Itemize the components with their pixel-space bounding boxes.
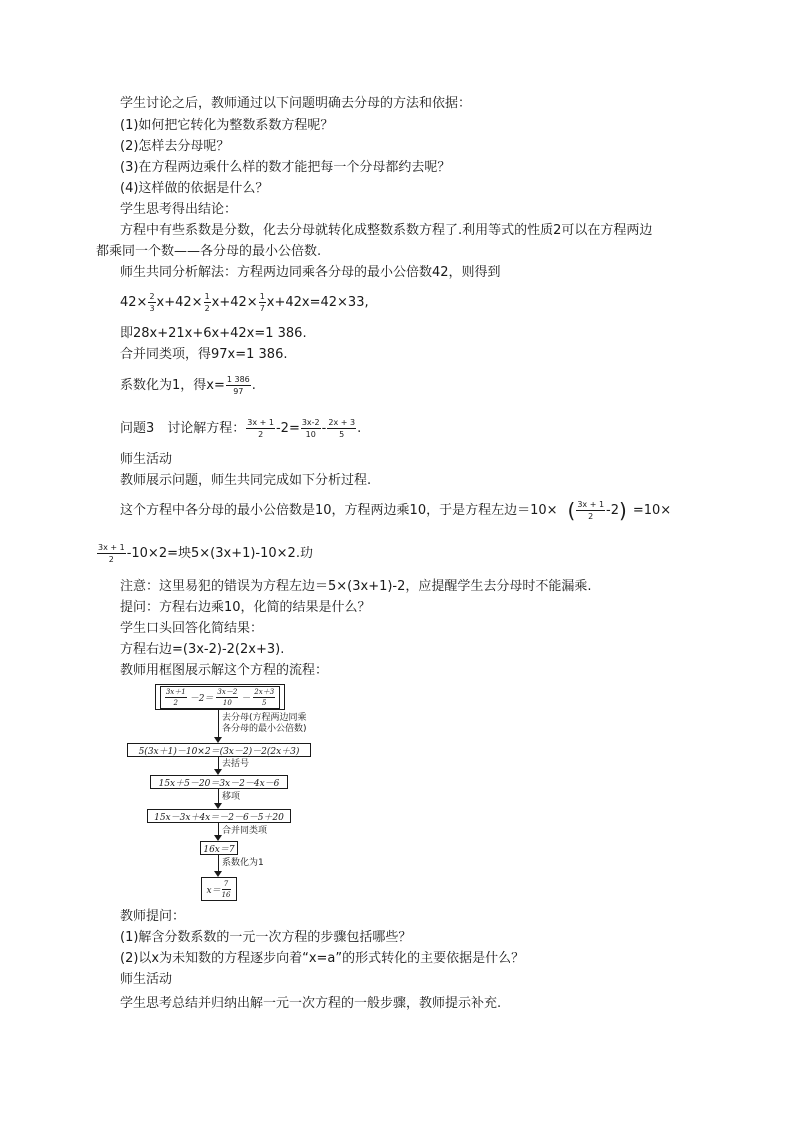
fraction: $\frac{3x + 1}{2}$ [98, 543, 125, 564]
equation-multiply-42: 42× $\frac{2}{3}$ x+42× $\frac{1}{2}$ x+42× $\frac{1}{7}$ x+42x=42×33, [120, 292, 369, 313]
note-text: 注意：这里易犯的错误为方程左边＝5×(3x+1)-2，应提醒学生去分母时不能漏乘. [120, 579, 592, 594]
fraction: $\frac{1}{7}$ [259, 292, 265, 313]
fraction: $\frac{2}{3}$ [149, 292, 155, 313]
flow-box-equation: $\frac{3x+1}{2}$ －2＝ $\frac{3x-2}{10}$ － $\frac{2x+3}{5}$ [155, 684, 285, 710]
question-4: (4)这样做的依据是什么？ [120, 181, 269, 196]
flow-box-expanded: 5(3x＋1)－10×2＝(3x－2)－2(2x＋3) [127, 743, 311, 757]
fraction: $\frac{3x-2}{10}$ [301, 418, 320, 439]
flow-box-no-brackets: 15x＋5－20＝3x－2－4x－6 [150, 775, 288, 789]
fraction: $\frac{3x + 1}{2}$ [577, 500, 605, 521]
question-2: (2)怎样去分母呢？ [120, 139, 230, 154]
analysis-text: 师生共同分析解法：方程两边同乘各分母的最小公倍数42，则得到 [120, 265, 501, 280]
fraction: $\frac{3x + 1}{2}$ [247, 418, 274, 439]
lcm-explanation-continued: $\frac{3x + 1}{2}$ -10×2=坱5×(3x+1)-10×2.玏 [98, 543, 313, 564]
flow-box-solution: x＝ $\frac{7}{16}$ [201, 877, 237, 901]
fraction: $\frac{1}{2}$ [204, 292, 210, 313]
teacher-question-heading: 教师提问： [120, 909, 186, 924]
fraction: $\frac{2x + 3}{5}$ [328, 418, 356, 439]
problem-3: 问题3 讨论解方程： $\frac{3x + 1}{2}$ -2= $\frac{3x-2}{10}$ - $\frac{2x + 3}{5}$ . [120, 418, 362, 439]
activity-heading: 师生活动 [120, 452, 173, 467]
closing-question-2: (2)以x为未知数的方程逐步向着“x=a”的形式转化的主要依据是什么？ [120, 951, 525, 966]
equation-expanded: 即28x+21x+6x+42x=1 386. [120, 326, 307, 341]
fraction: $\frac{1 386}{97}$ [226, 375, 250, 396]
flow-step-transpose: 移项 [222, 792, 241, 802]
flow-box-combined: 16x＝7 [200, 841, 238, 855]
conclusion-line-1: 方程中有些系数是分数，化去分母就转化成整数系数方程了.利用等式的性质2可以在方程两边 [120, 223, 653, 238]
closing-question-1: (1)解含分数系数的一元一次方程的步骤包括哪些？ [120, 930, 412, 945]
equation-solution: 系数化为1，得x= $\frac{1 386}{97}$ . [120, 375, 256, 396]
flow-step-coefficient-to-1: 系数化为1 [222, 858, 264, 868]
lcm-explanation: 这个方程中各分母的最小公倍数是10，方程两边乘10，于是方程左边＝10× ( $\frac{3x + 1}{2}$ -2) =10× [120, 498, 672, 523]
flow-box-transposed: 15x－3x＋4x＝－2－6－5＋20 [147, 809, 291, 823]
flowchart-intro: 教师用框图展示解这个方程的流程： [120, 663, 329, 678]
equation-combined: 合并同类项，得97x=1 386. [120, 347, 288, 362]
conclusion-heading: 学生思考得出结论： [120, 202, 238, 217]
flow-connector [218, 710, 219, 740]
right-side-text: 方程右边=(3x-2)-2(2x+3). [120, 642, 285, 657]
flow-step-remove-brackets: 去括号 [222, 759, 250, 769]
question-text: 提问：方程右边乘10，化简的结果是什么？ [120, 600, 371, 615]
paragraph-intro: 学生讨论之后，教师通过以下问题明确去分母的方法和依据： [120, 96, 472, 111]
activity-text-2: 学生思考总结并归纳出解一元一次方程的一般步骤，教师提示补充. [120, 996, 502, 1011]
question-3: (3)在方程两边乘什么样的数才能把每一个分母都约去呢？ [120, 160, 451, 175]
conclusion-line-2: 都乘同一个数——各分母的最小公倍数. [96, 244, 322, 259]
oral-answer-text: 学生口头回答化简结果： [120, 621, 264, 636]
activity-text: 教师展示问题，师生共同完成如下分析过程. [120, 473, 372, 488]
flow-step-clear-denominators: 去分母(方程两边同乘 各分母的最小公倍数) [222, 713, 307, 734]
activity-heading-2: 师生活动 [120, 972, 173, 987]
flow-step-combine-like-terms: 合并同类项 [222, 826, 268, 836]
question-1: (1)如何把它转化为整数系数方程呢？ [120, 118, 334, 133]
